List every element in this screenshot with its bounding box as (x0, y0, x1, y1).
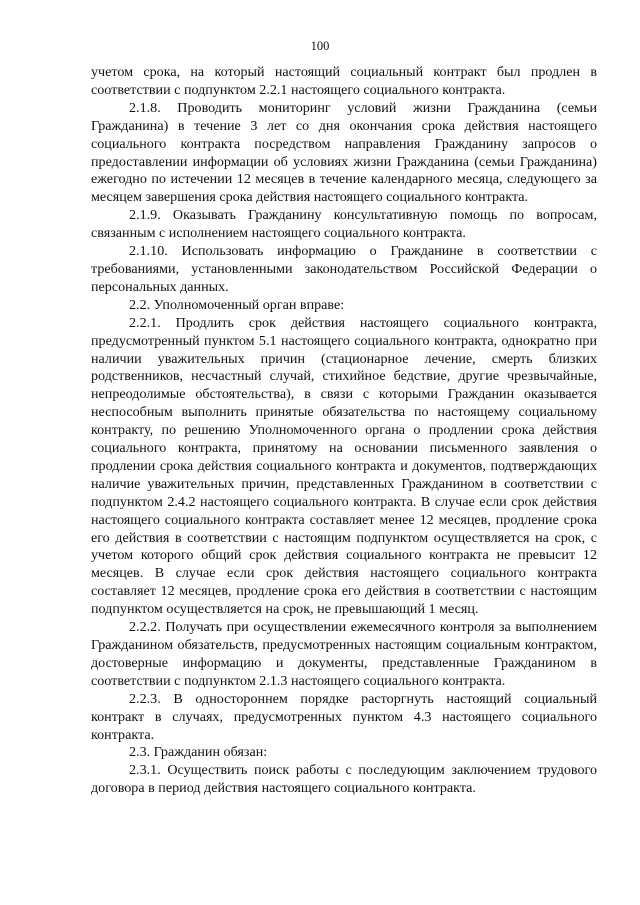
paragraph-2-1-8: 2.1.8. Проводить мониторинг условий жизни Гражданина (семьи Гражданина) в течение 3 лет со дня окончания срока действия настоящего социального контракта посредством направления Гражданину запросов о предоставлении информации об условиях жизни Гражданина (семьи Гражданина) ежегодно по истечении 12 месяцев в течение календарного месяца, следующего за месяцем завершения срока действия настоящего социального контракта. (91, 99, 597, 206)
paragraph-2-2-2: 2.2.2. Получать при осуществлении ежемесячного контроля за выполнением Гражданином обязательств, предусмотренных настоящим социальным контрактом, достоверные информацию и документы, представленные Гражданином в соответствии с подпунктом 2.1.3 настоящего социального контракта. (91, 619, 597, 689)
paragraph-2-2-1: 2.2.1. Продлить срок действия настоящего социального контракта, предусмотренный пунктом 5.1 настоящего социального контракта, однократно при наличии уважительных причин (стационарное лечение, смерть близких родственников, несчастный случай, стихийное бедствие, другие чрезвычайные, непреодолимые обстоятельства), в связи с которыми Гражданин оказывается неспособным выполнить принятые обязательства по настоящему социальному контракту, по решению Уполномоченного органа о продлении срока действия социального контракта, принятому на основании письменного заявления о продлении срока действия социального контракта и документов, подтверждающих наличие уважительных причин, представленных Гражданином в соответствии с подпунктом 2.4.2 настоящего социального контракта. В случае если срок действия настоящего социального контракта составляет менее 12 месяцев, продление срока его действия в соответствии с настоящим подпунктом осуществляется на срок, с учетом которого общий срок действия социального контракта не превысит 12 месяцев. В случае если срок действия настоящего социального контракта составляет 12 месяцев, продление срока его действия в соответствии с настоящим подпунктом осуществляется на срок, не превышающий 1 месяц. (91, 314, 597, 618)
section-heading-2-2: 2.2. Уполномоченный орган вправе: (129, 296, 345, 313)
paragraph-2-1-10: 2.1.10. Использовать информацию о Гражданине в соответствии с требованиями, установленными законодательством Российской Федерации о персональных данных. (91, 243, 597, 295)
paragraph-2-3-1: 2.3.1. Осуществить поиск работы с последующим заключением трудового договора в период действия настоящего социального контракта. (91, 762, 597, 797)
paragraph-continuation: учетом срока, на который настоящий социальный контракт был продлен в соответствии с подпунктом 2.2.1 настоящего социального контракта. (91, 64, 597, 98)
section-heading-2-3: 2.3. Гражданин обязан: (129, 744, 268, 761)
paragraph-2-1-9: 2.1.9. Оказывать Гражданину консультативную помощь по вопросам, связанным с исполнением настоящего социального контракта. (91, 207, 597, 242)
paragraph-2-2-3: 2.2.3. В одностороннем порядке расторгнуть настоящий социальный контракт в случаях, предусмотренных пунктом 4.3 настоящего социального контракта. (91, 690, 597, 743)
document-body (91, 64, 597, 798)
page-number: 100 (310, 39, 330, 53)
